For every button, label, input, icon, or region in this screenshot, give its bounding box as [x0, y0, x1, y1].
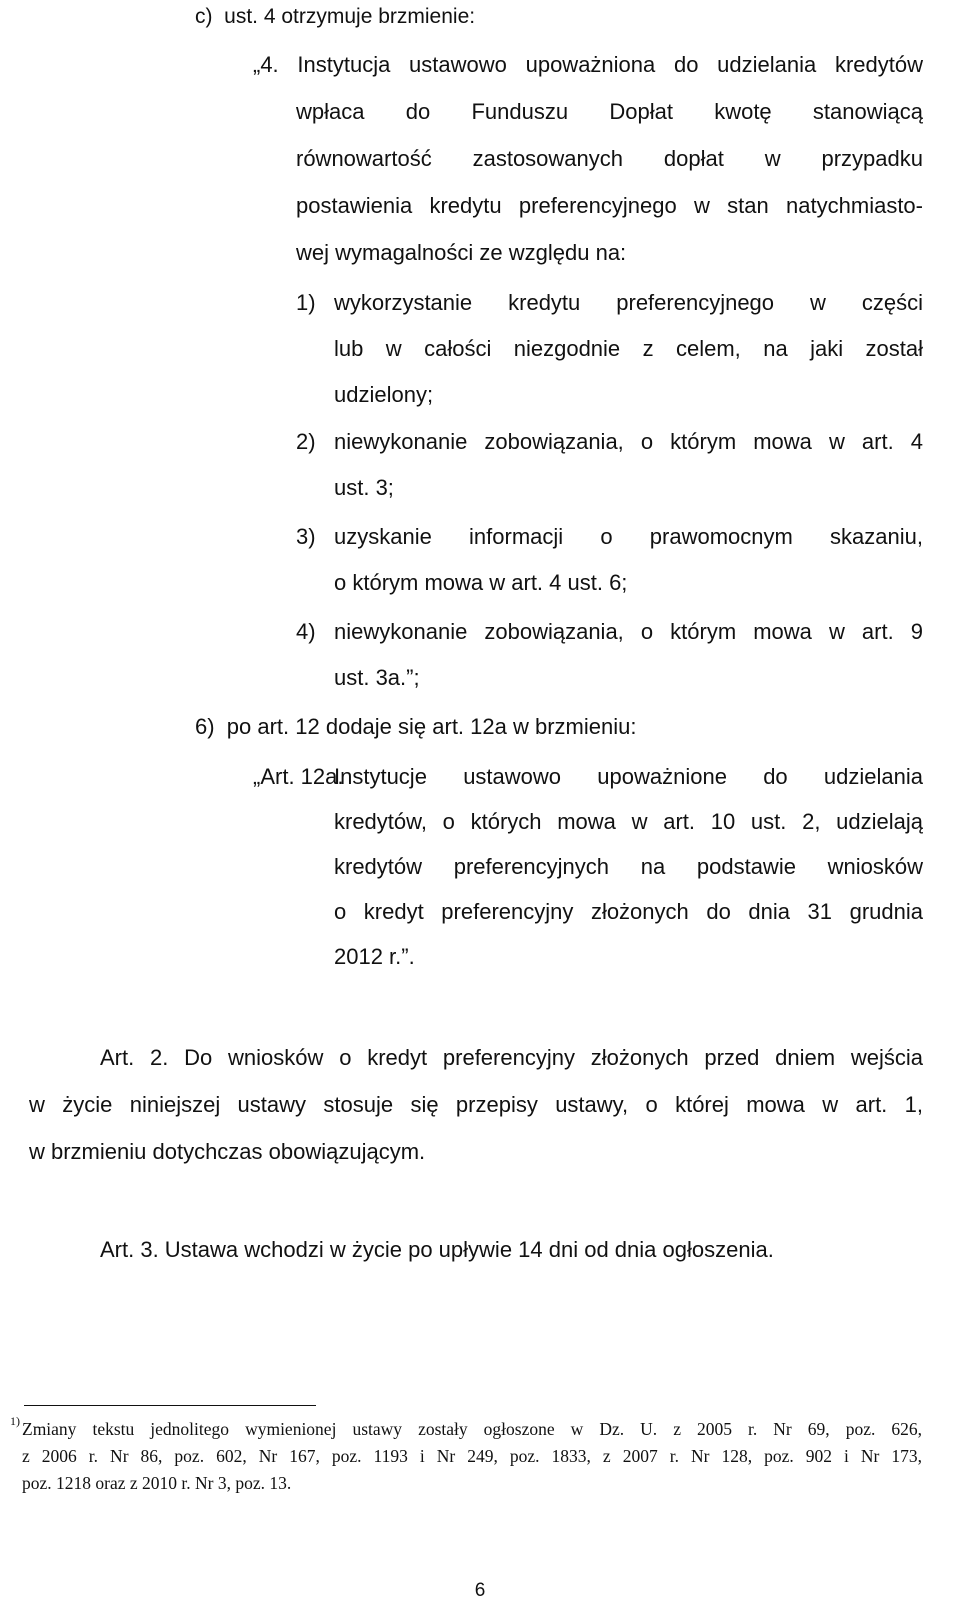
point-line: lub w całości niezgodnie z celem, na jaki został: [334, 336, 923, 361]
art12a-line: o kredyt preferencyjny złożonych do dnia 31 grudnia: [334, 899, 923, 924]
footnote-line: z 2006 r. Nr 86, poz. 602, Nr 167, poz. 1193 i Nr 249, poz. 1833, z 2007 r. Nr 128, poz. 902 i Nr 173,: [22, 1446, 922, 1466]
art12a-line: kredytów preferencyjnych na podstawie wniosków: [334, 854, 923, 879]
point-number: 2): [296, 429, 316, 454]
footnote-separator: [24, 1405, 316, 1406]
point-line: niewykonanie zobowiązania, o którym mowa w art. 9: [334, 619, 923, 644]
point-number: 4): [296, 619, 316, 644]
item-c-heading: c) ust. 4 otrzymuje brzmienie:: [195, 5, 476, 28]
footnote-line: Zmiany tekstu jednolitego wymienionej ustawy zostały ogłoszone w Dz. U. z 2005 r. Nr 69, poz. 626,: [22, 1419, 922, 1439]
art2-line: w brzmieniu dotychczas obowiązującym.: [29, 1139, 426, 1164]
art12a-line: 2012 r.”.: [334, 944, 415, 969]
art2-line: Art. 2. Do wniosków o kredyt preferencyjny złożonych przed dniem wejścia: [100, 1045, 923, 1070]
ust4-line: „4. Instytucja ustawowo upoważniona do udzielania kredytów: [253, 52, 923, 77]
ust4-line: wej wymagalności ze względu na:: [296, 240, 627, 265]
point-line: ust. 3a.”;: [334, 665, 420, 690]
point-line: uzyskanie informacji o prawomocnym skazaniu,: [334, 524, 923, 549]
footnote-marker: 1): [10, 1414, 20, 1428]
page-number: 6: [474, 1580, 486, 1601]
item-6-heading: 6) po art. 12 dodaje się art. 12a w brzmieniu:: [195, 714, 637, 739]
point-line: udzielony;: [334, 382, 434, 407]
point-number: 3): [296, 524, 316, 549]
ust4-line: postawienia kredytu preferencyjnego w stan natychmiasto-: [296, 193, 923, 218]
ust4-line: równowartość zastosowanych dopłat w przypadku: [296, 146, 923, 171]
point-line: wykorzystanie kredytu preferencyjnego w części: [334, 290, 923, 315]
footnote-line: poz. 1218 oraz z 2010 r. Nr 3, poz. 13.: [22, 1473, 292, 1493]
art12a-line: Instytucje ustawowo upoważnione do udzielania: [334, 764, 923, 789]
art2-line: w życie niniejszej ustawy stosuje się przepisy ustawy, o której mowa w art. 1,: [29, 1092, 923, 1117]
ust4-line: wpłaca do Funduszu Dopłat kwotę stanowiącą: [296, 99, 923, 124]
art12a-lead: „Art. 12a.: [253, 764, 344, 789]
point-line: o którym mowa w art. 4 ust. 6;: [334, 570, 628, 595]
point-line: niewykonanie zobowiązania, o którym mowa w art. 4: [334, 429, 923, 454]
art3-paragraph: Art. 3. Ustawa wchodzi w życie po upływie 14 dni od dnia ogłoszenia.: [100, 1237, 774, 1262]
point-line: ust. 3;: [334, 475, 394, 500]
art12a-line: kredytów, o których mowa w art. 10 ust. 2, udzielają: [334, 809, 923, 834]
point-number: 1): [296, 290, 316, 315]
